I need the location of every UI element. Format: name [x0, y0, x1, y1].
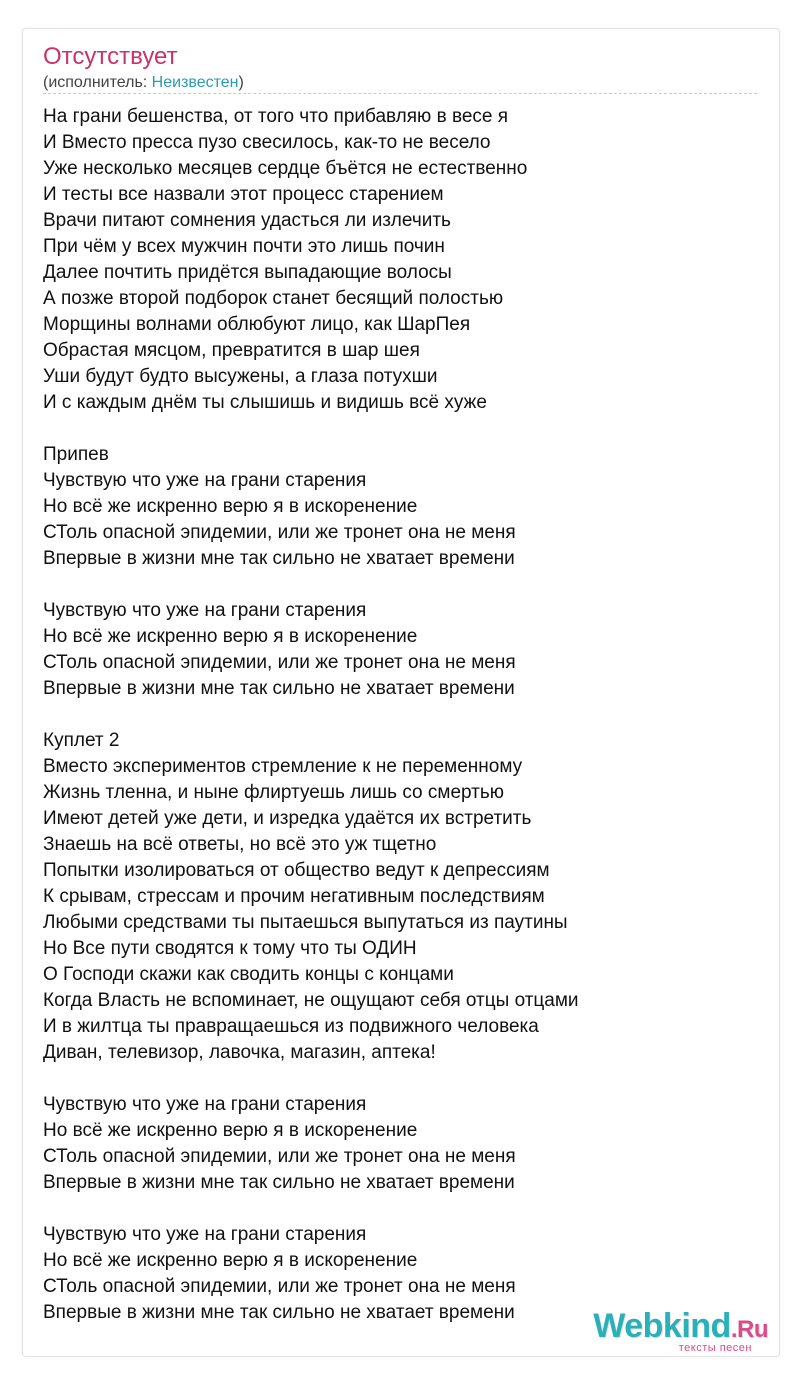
lyric-line: Но всё же искренно верю я в искоренение: [43, 626, 418, 647]
lyric-line: И с каждым днём ты слышишь и видишь всё хуже: [43, 392, 487, 413]
lyric-line: СТоль опасной эпидемии, или же тронет она не меня: [43, 1276, 516, 1297]
lyric-line: Но Все пути сводятся к тому что ты ОДИН: [43, 938, 417, 959]
lyric-line: Чувствую что уже на грани старения: [43, 1094, 367, 1115]
song-title: Отсутствует: [43, 43, 178, 70]
lyric-line: Но всё же искренно верю я в искоренение: [43, 496, 418, 517]
logo-tagline: тексты песен: [678, 1342, 752, 1354]
lyric-line: Обрастая мясцом, превратится в шар шея: [43, 340, 420, 361]
logo-brand: Webkind: [593, 1307, 731, 1345]
lyric-line: Врачи питают сомнения удасться ли излечить: [43, 210, 451, 231]
lyric-line: И тесты все назвали этот процесс старением: [43, 184, 444, 205]
lyric-line: Но всё же искренно верю я в искоренение: [43, 1250, 418, 1271]
stanza-gap: [43, 572, 763, 598]
lyric-line: Диван, телевизор, лавочка, магазин, аптека!: [43, 1042, 436, 1063]
lyric-line: При чём у всех мужчин почти это лишь почин: [43, 236, 445, 257]
lyric-line: На грани бешенства, от того что прибавляю в весе я: [43, 106, 509, 127]
artist-prefix: (исполнитель:: [43, 74, 152, 91]
lyric-line: К срывам, стрессам и прочим негативным последствиям: [43, 886, 545, 907]
lyric-line: О Господи скажи как сводить концы с концами: [43, 964, 454, 985]
lyric-line: Имеют детей уже дети, и изредка удаётся их встретить: [43, 808, 532, 829]
lyric-line: Чувствую что уже на грани старения: [43, 1224, 367, 1245]
artist-link[interactable]: Неизвестен: [151, 74, 239, 91]
artist-suffix: ): [238, 74, 244, 91]
logo-tld: .Ru: [730, 1316, 768, 1343]
lyric-line: Когда Власть не вспоминает, не ощущают себя отцы отцами: [43, 990, 579, 1011]
lyric-line: Уши будут будто высужены, а глаза потухши: [43, 366, 438, 387]
lyric-line: Морщины волнами облюбуют лицо, как ШарПея: [43, 314, 471, 335]
lyric-line: И в жилтца ты правращаешься из подвижного человека: [43, 1016, 539, 1037]
lyric-line: Вместо экспериментов стремление к не переменному: [43, 756, 523, 777]
lyric-line: Знаешь на всё ответы, но всё это уж тщетно: [43, 834, 437, 855]
header-divider: [43, 93, 757, 94]
lyric-line: Куплет 2: [43, 730, 120, 751]
lyric-line: СТоль опасной эпидемии, или же тронет она не меня: [43, 652, 516, 673]
lyric-line: А позже второй подборок станет бесящий полостью: [43, 288, 504, 309]
lyric-line: СТоль опасной эпидемии, или же тронет она не меня: [43, 1146, 516, 1167]
lyric-line: Но всё же искренно верю я в искоренение: [43, 1120, 418, 1141]
artist-line: [43, 73, 244, 93]
lyric-line: Уже несколько месяцев сердце бъётся не естественно: [43, 158, 528, 179]
lyric-line: СТоль опасной эпидемии, или же тронет она не меня: [43, 522, 516, 543]
stanza-gap: [43, 702, 763, 728]
stanza-gap: [43, 1066, 763, 1092]
lyric-line: Попытки изолироваться от общество ведут к депрессиям: [43, 860, 550, 881]
stanza-gap: [43, 416, 763, 442]
lyric-line: Впервые в жизни мне так сильно не хватает времени: [43, 1302, 515, 1323]
lyric-line: И Вместо пресса пузо свесилось, как-то не весело: [43, 132, 491, 153]
lyric-line: Впервые в жизни мне так сильно не хватает времени: [43, 1172, 515, 1193]
lyric-line: Припев: [43, 444, 109, 465]
lyric-line: Жизнь тленна, и ныне флиртуешь лишь со смертью: [43, 782, 505, 803]
lyric-line: Чувствую что уже на грани старения: [43, 600, 367, 621]
lyric-line: Впервые в жизни мне так сильно не хватает времени: [43, 678, 515, 699]
lyrics-text: [43, 104, 763, 1326]
lyric-line: Чувствую что уже на грани старения: [43, 470, 367, 491]
lyric-line: Любыми средствами ты пытаешься выпутаться из паутины: [43, 912, 568, 933]
site-logo[interactable]: [593, 1308, 768, 1354]
lyric-line: Впервые в жизни мне так сильно не хватает времени: [43, 548, 515, 569]
lyric-line: Далее почтить придётся выпадающие волосы: [43, 262, 452, 283]
stanza-gap: [43, 1196, 763, 1222]
